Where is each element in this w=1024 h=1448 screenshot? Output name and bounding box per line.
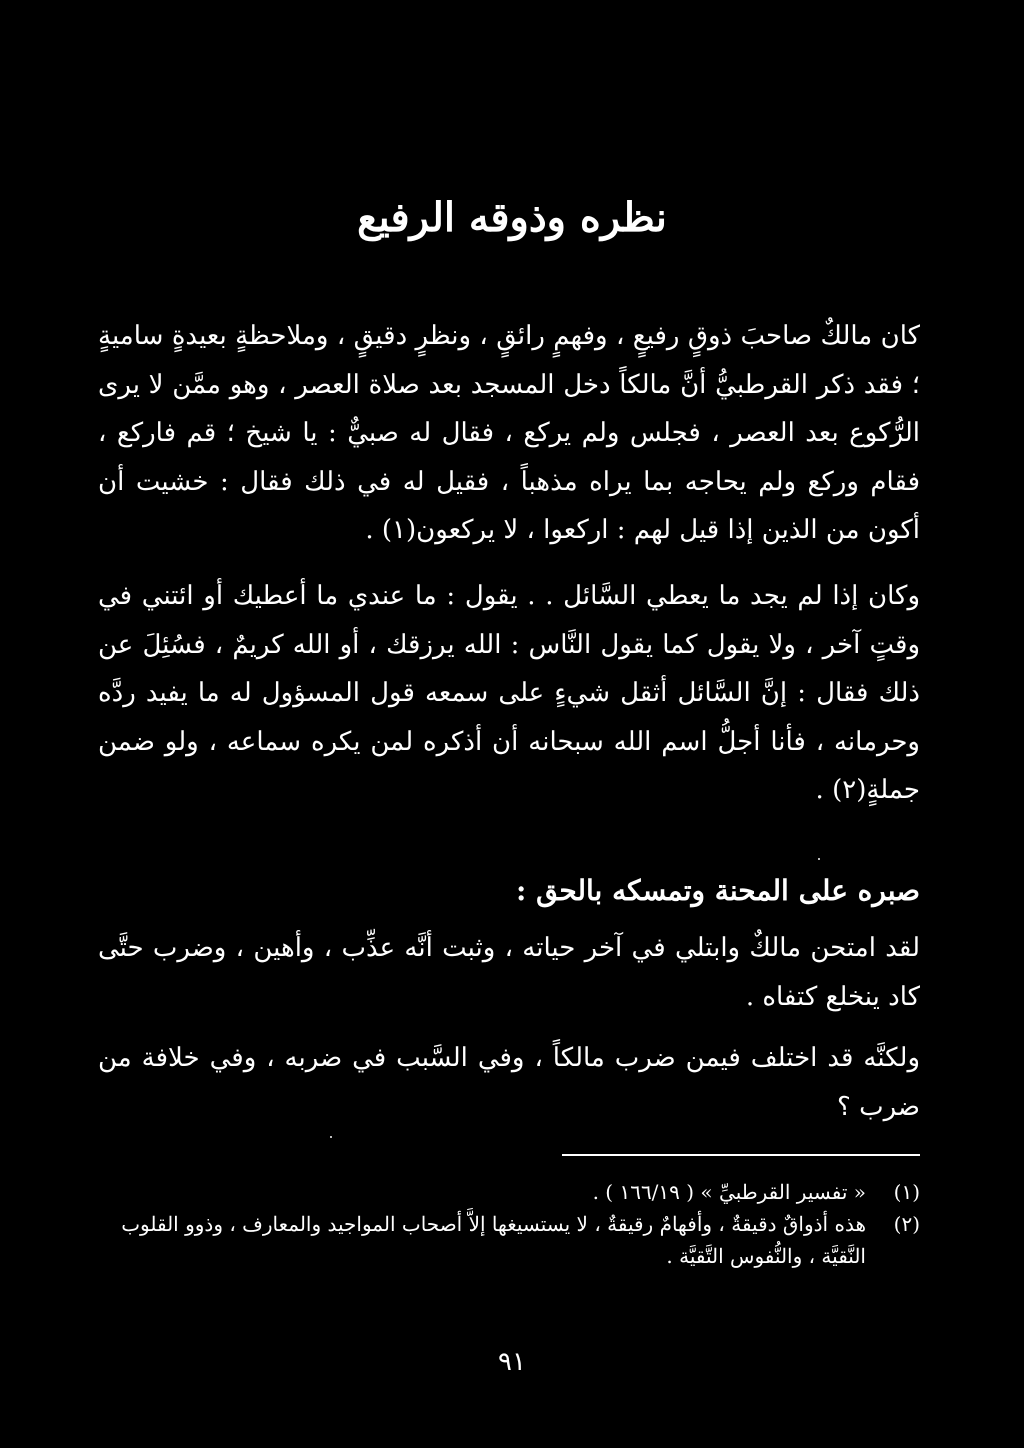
footnote-item xyxy=(108,1208,920,1272)
footnote-text: « تفسير القرطبيِّ » ( ١٦٦/١٩ ) . xyxy=(592,1180,866,1204)
footnote-text: هذه أذواقٌ دقيقةٌ ، وأفهامٌ رقيقةٌ ، لا يستسيغها إلاَّ أصحاب المواجيد والمعارف ، وذوو القلوب النَّقيَّة ، والنُّفوس التَّقيَّة . xyxy=(121,1212,866,1268)
section-heading: صبره على المحنة وتمسكه بالحق : xyxy=(515,874,920,907)
footnote-separator xyxy=(562,1154,920,1156)
paragraph-dispute: ولكنَّه قد اختلف فيمن ضرب مالكاً ، وفي السَّبب في ضربه ، وفي خلافة من ضرب ؟ xyxy=(98,1043,920,1122)
footnotes xyxy=(108,1176,920,1272)
page-number: ٩١ xyxy=(498,1347,526,1377)
footnote-number: (١) xyxy=(893,1180,920,1204)
scan-speck xyxy=(330,1136,332,1138)
paragraph-trial: لقد امتحن مالكٌ وابتلي في آخر حياته ، وثبت أنَّه عذِّب ، وأهين ، وضرب حتَّى كاد ينخلع كتفاه . xyxy=(98,933,920,1012)
footnote-number: (٢) xyxy=(893,1212,920,1236)
scan-speck xyxy=(818,858,820,860)
page-title: نظره وذوقه الرفيع xyxy=(357,194,667,241)
paragraph-beggar: وكان إذا لم يجد ما يعطي السَّائل . . يقول : ما عندي ما أعطيك أو ائتني في وقتٍ آخر ، ولا يقول كما يقول النَّاس : الله يرزقك ، أو الله كريمٌ ، فسُئِلَ عن ذلك فقال : إنَّ السَّائل أثقل شيءٍ على سمعه قول المسؤول له ما يفيد ردَّه وحرمانه ، فأنا أجلُّ اسم الله سبحانه أن أذكره لمن يكره سماعه ، ولو ضمن جملةٍ(٢) . xyxy=(98,581,920,806)
paragraph-taste: كان مالكٌ صاحبَ ذوقٍ رفيعٍ ، وفهمٍ رائقٍ ، ونظرٍ دقيقٍ ، وملاحظةٍ بعيدةٍ ساميةٍ ؛ فقد ذكر القرطبيُّ أنَّ مالكاً دخل المسجد بعد صلاة العصر ، وهو ممَّن لا يرى الرُّكوع بعد العصر ، فجلس ولم يركع ، فقال له صبيٌّ : يا شيخ ؛ قم فاركع ، فقام وركع ولم يحاجه بما يراه مذهباً ، فقيل له في ذلك فقال : خشيت أن أكون من الذين إذا قيل لهم : اركعوا ، لا يركعون(١) . xyxy=(98,321,921,546)
footnote-item xyxy=(108,1176,920,1208)
